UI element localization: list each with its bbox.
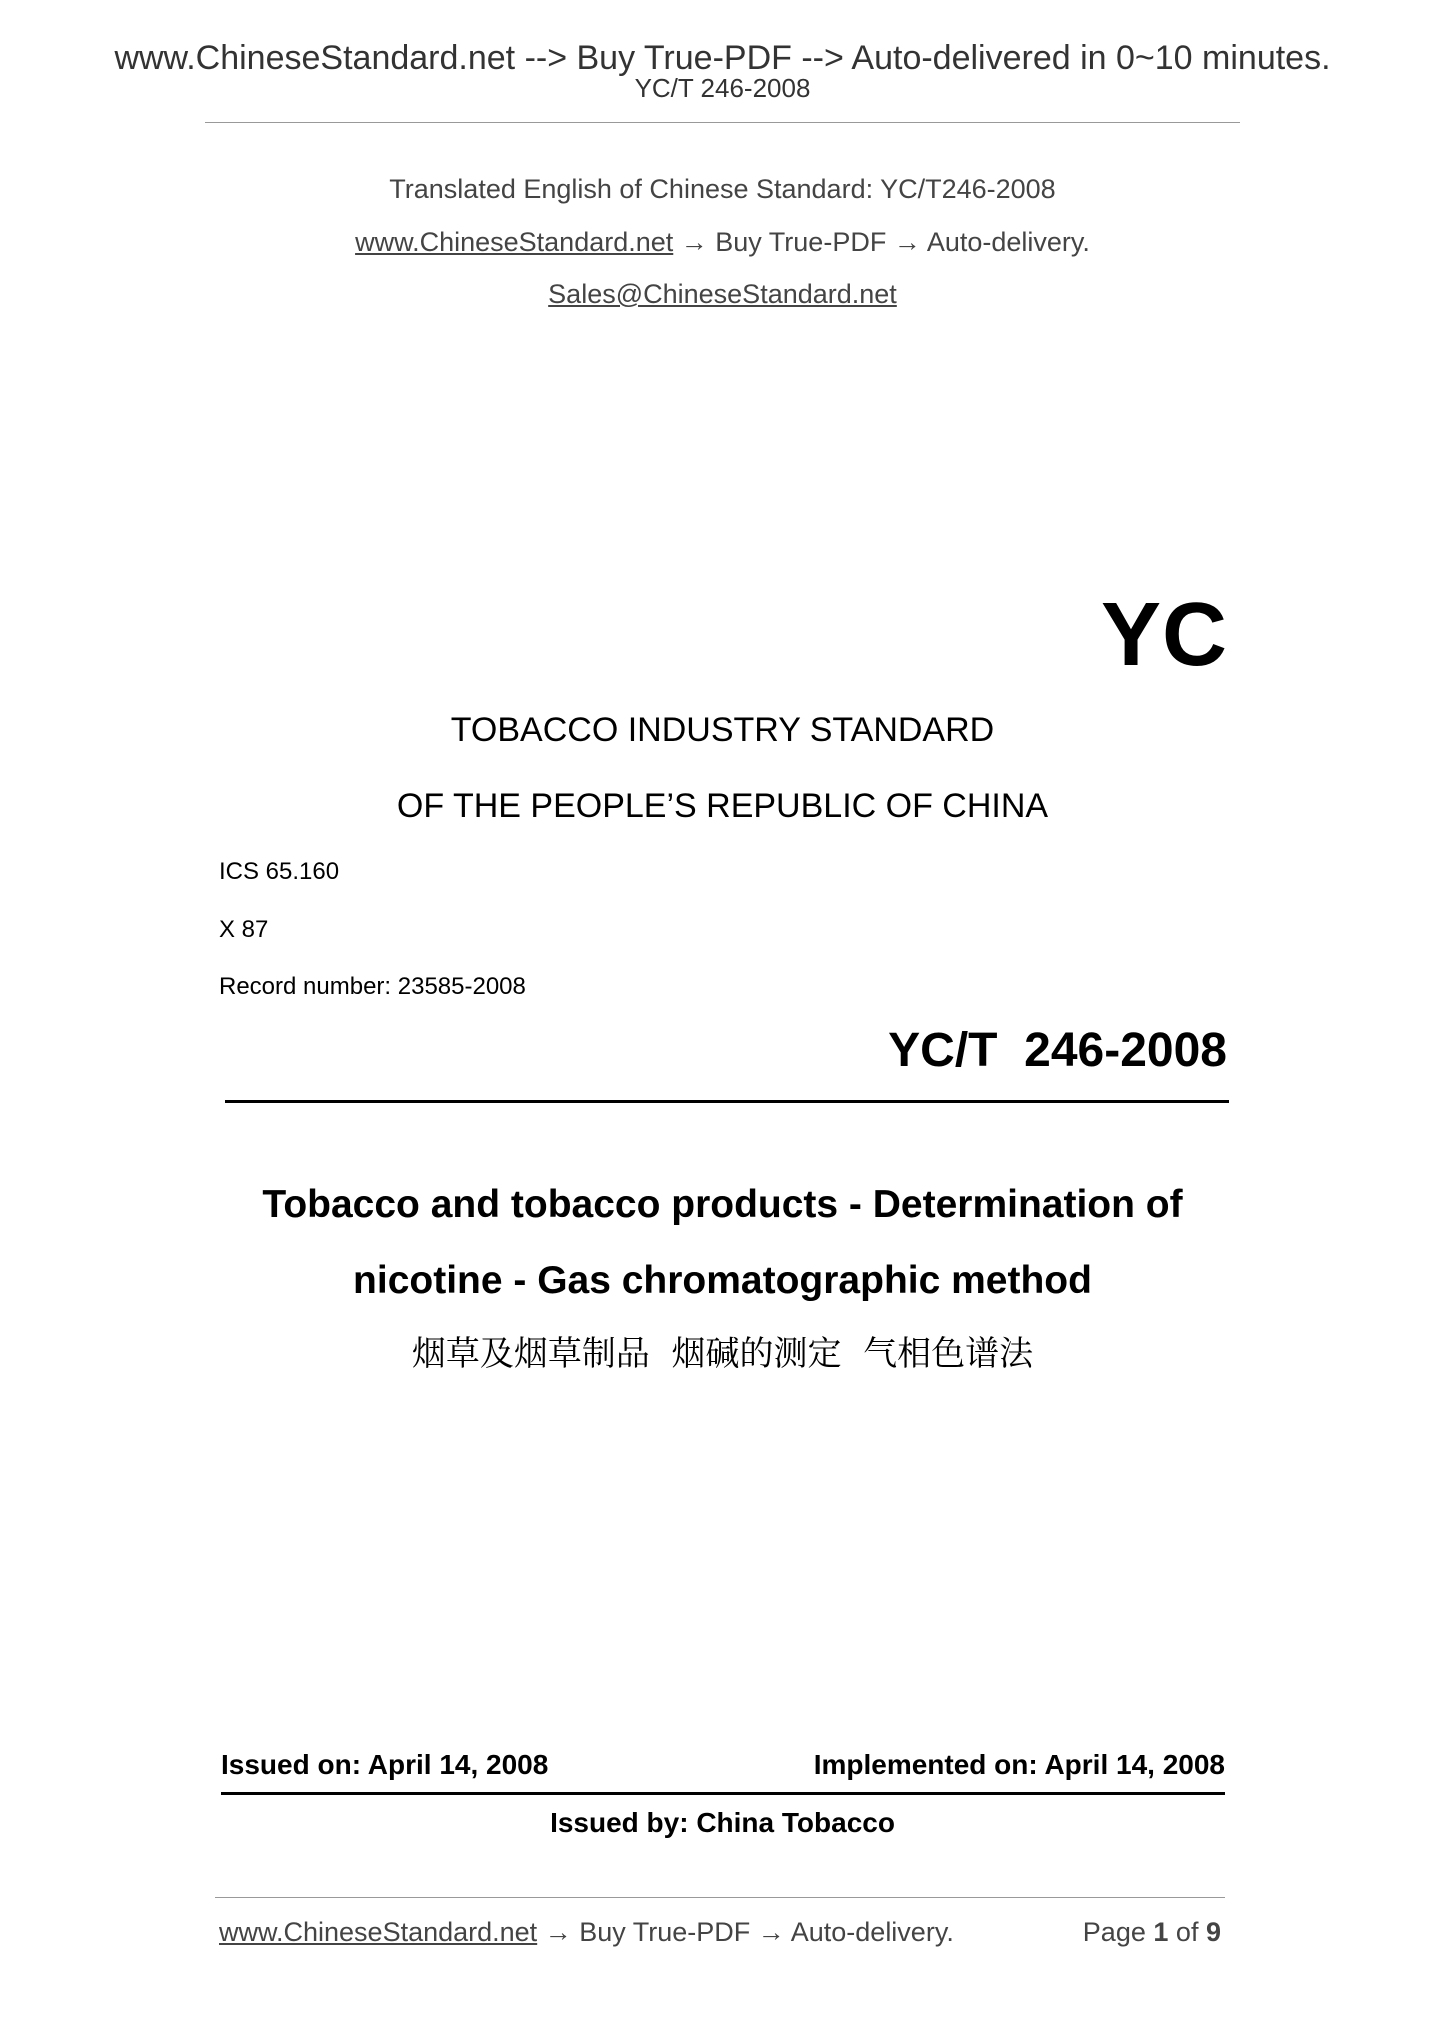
classification-code: X 87: [219, 916, 269, 943]
footer-site-line: [219, 1915, 954, 1949]
site-line: [0, 225, 1445, 259]
industry-standard-line2: OF THE PEOPLE’S REPUBLIC OF CHINA: [396, 787, 1049, 825]
yc-logo: YC: [1100, 585, 1228, 685]
page-total: 9: [1205, 1917, 1221, 1947]
page-label: Page: [1082, 1917, 1146, 1947]
title-chinese: 烟草及烟草制品 烟碱的测定 气相色谱法: [411, 1334, 1034, 1374]
site-line-text: → Buy True-PDF → Auto-delivery.: [673, 227, 1090, 257]
title-line1: Tobacco and tobacco products - Determination of: [262, 1183, 1183, 1226]
standard-code: YC/T 246-2008: [888, 1024, 1227, 1077]
footer-site-link[interactable]: www.ChineseStandard.net: [219, 1917, 538, 1947]
page-of: of: [1175, 1917, 1199, 1947]
header-standard-code: YC/T 246-2008: [634, 73, 811, 103]
sales-line: [0, 277, 1445, 311]
industry-standard-line1: TOBACCO INDUSTRY STANDARD: [450, 711, 995, 749]
standard-code-rule: [225, 1100, 1229, 1103]
implemented-on-date: Implemented on: April 14, 2008: [813, 1749, 1225, 1780]
site-link[interactable]: www.ChineseStandard.net: [355, 227, 674, 257]
sales-email-link[interactable]: Sales@ChineseStandard.net: [548, 279, 897, 309]
page-indicator: [1083, 1915, 1221, 1949]
issue-dates-rule: [221, 1792, 1225, 1795]
issued-by: Issued by: China Tobacco: [550, 1807, 895, 1838]
header-divider: [205, 122, 1240, 123]
title-line2: nicotine - Gas chromatographic method: [353, 1259, 1092, 1302]
ics-code: ICS 65.160: [219, 858, 340, 885]
footer-divider: [215, 1897, 1225, 1898]
page-current: 1: [1153, 1917, 1169, 1947]
footer-site-text: → Buy True-PDF → Auto-delivery.: [537, 1917, 954, 1947]
translated-notice: Translated English of Chinese Standard: YC/T246-2008: [389, 174, 1056, 204]
record-number: Record number: 23585-2008: [219, 973, 526, 1000]
issued-on-date: Issued on: April 14, 2008: [221, 1749, 549, 1780]
top-banner: www.ChineseStandard.net --> Buy True-PDF --> Auto-delivered in 0~10 minutes.: [114, 39, 1331, 77]
